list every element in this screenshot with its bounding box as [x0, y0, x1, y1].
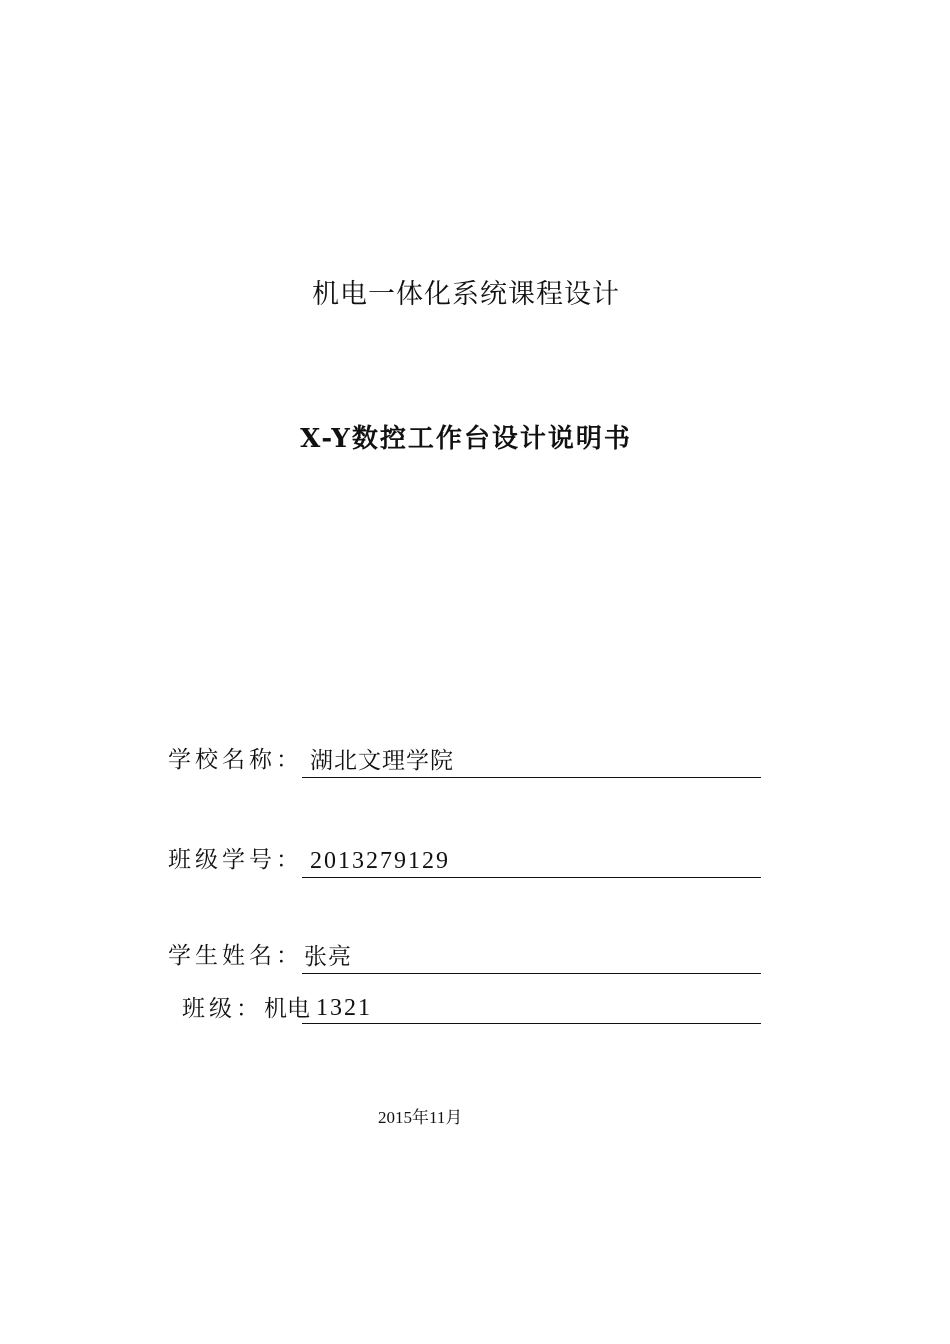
student-name-field	[0, 934, 950, 974]
school-underline	[302, 777, 761, 778]
student-name-label: 学生姓名：	[168, 943, 303, 969]
class-underline	[302, 1023, 761, 1024]
student-id-underline	[302, 877, 761, 878]
student-id-value: 2013279129	[310, 848, 450, 874]
course-title: 机电一体化系统课程设计	[312, 279, 620, 310]
student-name-underline	[302, 973, 761, 974]
student-name-value: 张亮	[304, 944, 352, 970]
school-label: 学校名称：	[168, 747, 303, 773]
student-id-field	[0, 838, 950, 878]
class-value-prefix: 机电	[264, 996, 310, 1022]
school-value: 湖北文理学院	[310, 748, 454, 774]
class-label: 班级：	[182, 996, 263, 1022]
class-value-number: 1321	[316, 995, 372, 1021]
student-id-label: 班级学号：	[168, 847, 303, 873]
date: 2015年11月	[378, 1108, 463, 1127]
document-title: X-Y数控工作台设计说明书	[300, 424, 632, 454]
school-field	[0, 738, 950, 778]
class-field	[0, 984, 950, 1024]
